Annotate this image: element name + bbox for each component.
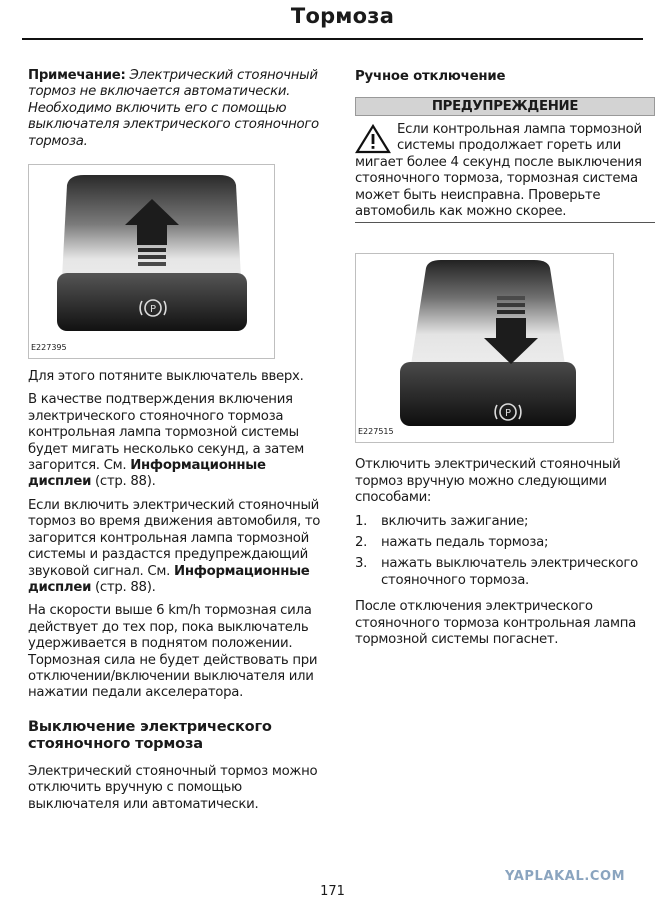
section-heading: Выключение электрического стояночного тормоза [28, 717, 272, 752]
section-heading: Ручное отключение [355, 69, 506, 84]
cross-reference-link[interactable]: Информационные дисплеи [28, 563, 310, 595]
paragraph: На скорости выше 6 km/h тормозная сила действует до тех пор, пока выключатель удерживается в поднятом положении. Тормозная сила не будет действовать при отключении/включении выключателя или нажатии педали акселератора. [28, 603, 318, 701]
list-item: 2. нажать педаль тормоза; [355, 535, 549, 551]
switch-pull-illustration [29, 165, 274, 358]
steps-list [355, 514, 655, 590]
figure-code: E227395 [31, 342, 67, 352]
paragraph: Отключить электрический стояночный тормоз вручную можно следующими способами: [355, 457, 621, 506]
note-label: Примечание: [28, 68, 126, 83]
left-column [28, 68, 330, 820]
switch-push-illustration [356, 254, 613, 442]
warning-text: Если контрольная лампа тормозной системы продолжает гореть или мигает более 4 секунд после выключения стояночного тормоза, тормозная система может быть неисправна. Проверьте автомобиль как можно скорее. [355, 122, 642, 220]
warning-triangle-icon [355, 124, 391, 154]
figure-code: E227515 [358, 427, 394, 437]
page-title: Тормоза [290, 4, 395, 28]
figure-switch-pull [28, 164, 275, 359]
note-text: Электрический стояночный тормоз не включается автоматически. Необходимо включить его с помощью выключателя электрического стояночного тормоза. [28, 68, 319, 149]
list-item: 1. включить зажигание; [355, 513, 529, 529]
list-item: 3. нажать выключатель электрического стояночного тормоза. [355, 556, 638, 588]
right-column [355, 68, 655, 656]
svg-text:P: P [150, 304, 156, 316]
paragraph: Для этого потяните выключатель вверх. [28, 369, 304, 385]
figure-switch-push [355, 253, 614, 443]
page-number: 171 [320, 884, 345, 899]
svg-text:P: P [505, 408, 511, 420]
paragraph: В качестве подтверждения включения электрического стояночного тормоза контрольная лампа тормозной системы будет мигать несколько секунд, а затем загорится. См. Информационные дисплеи (стр. 88). [28, 392, 304, 490]
cross-reference-link[interactable]: Информационные дисплеи [28, 458, 266, 490]
warning-text-block [355, 122, 655, 223]
note-paragraph [28, 68, 330, 150]
paragraph: Электрический стояночный тормоз можно отключить вручную с помощью выключателя или автоматически. [28, 763, 318, 812]
warning-banner: ПРЕДУПРЕЖДЕНИЕ [355, 97, 655, 116]
header-rule [22, 38, 643, 40]
paragraph: Если включить электрический стояночный тормоз во время движения автомобиля, то загорится контрольная лампа тормозной системы и раздастся предупреждающий звуковой сигнал. См. Информационные дисплеи (стр. 88). [28, 497, 321, 595]
paragraph: После отключения электрического стояночного тормоза контрольная лампа тормозной системы погаснет. [355, 599, 636, 648]
watermark: YAPLAKAL.COM [505, 869, 626, 884]
